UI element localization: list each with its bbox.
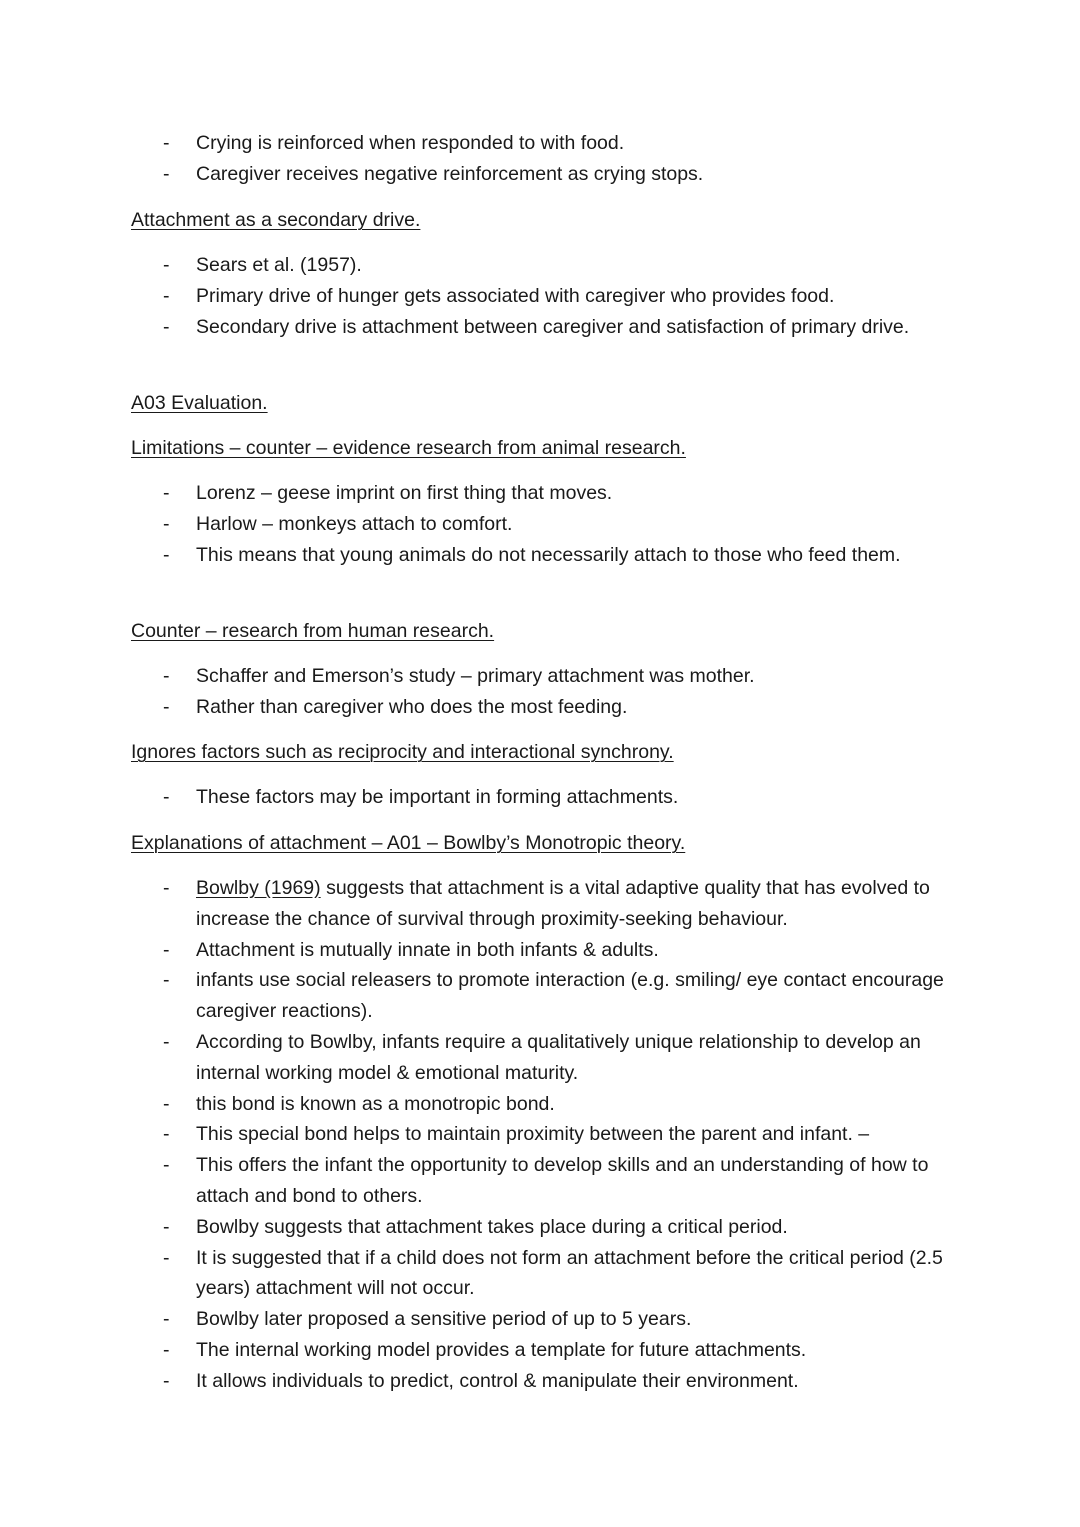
dash-icon: - [163, 1215, 170, 1238]
list-item: - Attachment is mutually innate in both infants & adults. [0, 935, 956, 966]
list-item: - Caregiver receives negative reinforcement as crying stops. [0, 159, 956, 190]
dash-icon: - [163, 938, 170, 961]
dash-icon: - [163, 315, 170, 338]
list-item: - Primary drive of hunger gets associated with caregiver who provides food. [0, 281, 956, 312]
dash-icon: - [163, 254, 170, 276]
dash-icon: - [163, 877, 170, 899]
list-item: - It allows individuals to predict, control & manipulate their environment. [0, 1366, 956, 1397]
dash-icon: - [163, 969, 170, 992]
dash-icon: - [163, 1092, 170, 1115]
bullet-list-limitations [0, 478, 1080, 570]
list-item: - These factors may be important in forming attachments. [0, 782, 956, 813]
list-item: - Secondary drive is attachment between caregiver and satisfaction of primary drive. [0, 312, 956, 343]
section-heading-secondary-drive: Attachment as a secondary drive. [131, 209, 421, 231]
section-heading-limitations: Limitations – counter – evidence research from animal research. [131, 437, 686, 459]
list-item [0, 873, 956, 935]
dash-icon: - [163, 1030, 170, 1053]
dash-icon: - [163, 482, 170, 504]
section-heading-a03-evaluation: A03 Evaluation. [131, 392, 268, 414]
bullet-list-bowlby [0, 873, 1080, 1397]
bullet-list-counter-human [0, 661, 1080, 723]
list-item: - Crying is reinforced when responded to with food. [0, 128, 956, 159]
dash-icon: - [163, 695, 170, 718]
dash-icon: - [163, 284, 170, 307]
dash-icon: - [163, 512, 170, 535]
section-heading-bowlby-monotropic: Explanations of attachment – A01 – Bowlby’s Monotropic theory. [131, 832, 686, 854]
list-item: - Sears et al. (1957). [0, 250, 956, 281]
list-item: - Lorenz – geese imprint on first thing that moves. [0, 478, 956, 509]
dash-icon: - [163, 665, 170, 687]
list-item: - Schaffer and Emerson’s study – primary attachment was mother. [0, 661, 956, 692]
list-item: - This offers the infant the opportunity to develop skills and an understanding of how to attach and bond to others. [0, 1150, 956, 1212]
list-item: - Harlow – monkeys attach to comfort. [0, 509, 956, 540]
dash-icon: - [163, 543, 170, 566]
dash-icon: - [163, 1123, 170, 1146]
dash-icon: - [163, 1308, 170, 1331]
list-item: - Bowlby later proposed a sensitive period of up to 5 years. [0, 1304, 956, 1335]
dash-icon: - [163, 1246, 170, 1269]
list-item: - This special bond helps to maintain proximity between the parent and infant. – [0, 1119, 956, 1150]
list-item: - It is suggested that if a child does not form an attachment before the critical period (2.5 years) attachment will not occur. [0, 1243, 956, 1305]
bullet-list-reinforcement [0, 128, 1080, 190]
list-item: - The internal working model provides a template for future attachments. [0, 1335, 956, 1366]
dash-icon: - [163, 162, 170, 185]
list-item: - this bond is known as a monotropic bond. [0, 1089, 956, 1120]
list-item: - infants use social releasers to promote interaction (e.g. smiling/ eye contact encourage caregiver reactions). [0, 965, 956, 1027]
dash-icon: - [163, 1154, 170, 1177]
list-item: - This means that young animals do not necessarily attach to those who feed them. [0, 540, 956, 571]
dash-icon: - [163, 1369, 170, 1392]
section-heading-ignores-factors: Ignores factors such as reciprocity and interactional synchrony. [131, 741, 674, 763]
dash-icon: - [163, 132, 170, 154]
citation-text: Bowlby (1969) [196, 877, 321, 899]
dash-icon: - [163, 786, 170, 808]
list-item: - Bowlby suggests that attachment takes place during a critical period. [0, 1212, 956, 1243]
bullet-list-secondary-drive [0, 250, 1080, 342]
section-heading-counter-human: Counter – research from human research. [131, 620, 495, 642]
dash-icon: - [163, 1338, 170, 1361]
list-item: - Rather than caregiver who does the most feeding. [0, 692, 956, 723]
bullet-list-ignores-factors [0, 782, 1080, 813]
list-item: - According to Bowlby, infants require a qualitatively unique relationship to develop an internal working model & emotional maturity. [0, 1027, 956, 1089]
bowlby-cite-text: Bowlby (1969) suggests that attachment is a vital adaptive quality that has evolved to increase the chance of survival through proximity-seeking behaviour. [196, 877, 930, 930]
